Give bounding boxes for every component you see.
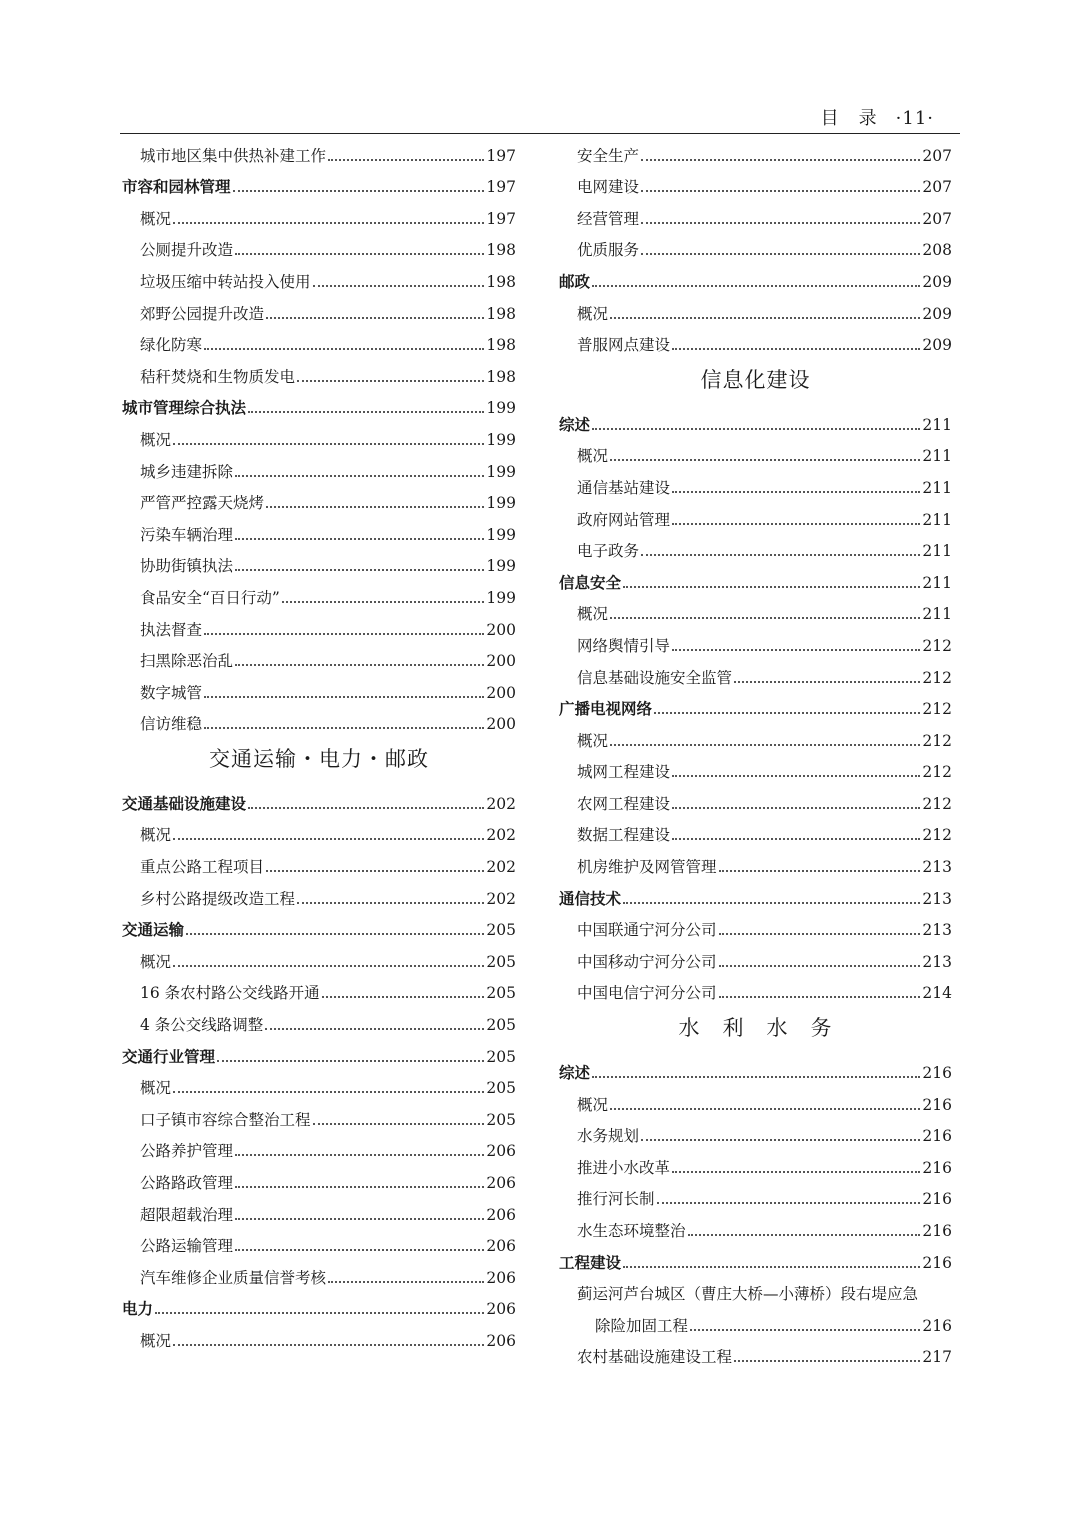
- toc-entry-page: 216: [922, 1316, 952, 1335]
- toc-entry[interactable]: [122, 450, 516, 482]
- dot-leader: [248, 411, 484, 413]
- toc-entry-category[interactable]: [122, 387, 516, 419]
- toc-entry-page: 216: [922, 1253, 952, 1272]
- toc-entry[interactable]: [559, 292, 952, 324]
- toc-entry-page: 199: [486, 399, 516, 418]
- dot-leader: [282, 601, 485, 603]
- toc-entry-title: 概况: [577, 731, 609, 750]
- dot-leader: [297, 902, 484, 904]
- dot-leader: [672, 348, 920, 350]
- dot-leader: [641, 159, 920, 161]
- dot-leader: [719, 965, 921, 967]
- toc-entry-page: 199: [486, 525, 516, 544]
- toc-entry-title: 农网工程建设: [577, 794, 671, 813]
- dot-leader: [266, 317, 484, 319]
- toc-entry-title: 秸秆焚烧和生物质发电: [140, 367, 296, 386]
- toc-entry[interactable]: [559, 1115, 952, 1147]
- toc-entry-page: 212: [922, 826, 952, 845]
- header-title: 目 录: [820, 108, 878, 129]
- toc-entry-page: 216: [922, 1190, 952, 1209]
- toc-entry-title: 中国电信宁河分公司: [577, 984, 717, 1003]
- dot-leader: [592, 428, 920, 430]
- toc-entry[interactable]: [559, 593, 952, 625]
- toc-entry[interactable]: [122, 671, 516, 703]
- toc-entry[interactable]: [559, 940, 952, 972]
- dot-leader: [672, 649, 920, 651]
- toc-entry-title: 概况: [140, 952, 172, 971]
- toc-entry-page: 200: [486, 652, 516, 671]
- toc-entry-page: 213: [922, 858, 952, 877]
- toc-entry[interactable]: [559, 324, 952, 356]
- toc-entry[interactable]: [559, 530, 952, 562]
- toc-entry-title: 数字城管: [140, 683, 203, 702]
- dot-leader: [641, 1139, 920, 1141]
- toc-entry-page: 205: [486, 1047, 516, 1066]
- dot-leader: [173, 443, 484, 445]
- toc-entry-title: 通信基站建设: [577, 478, 671, 497]
- toc-entry-title: 交通基础设施建设: [122, 793, 247, 813]
- toc-entry-category[interactable]: [559, 260, 952, 292]
- toc-entry-page: 207: [922, 146, 952, 165]
- toc-entry[interactable]: [122, 940, 516, 972]
- dot-leader: [235, 253, 484, 255]
- toc-entry-category[interactable]: [559, 688, 952, 720]
- toc-entry[interactable]: [559, 197, 952, 229]
- toc-entry[interactable]: [122, 355, 516, 387]
- toc-column-left: [122, 134, 516, 1351]
- toc-entry-title: 电子政务: [577, 542, 640, 561]
- toc-entry-page: 213: [922, 921, 952, 940]
- toc-entry-page: 211: [922, 415, 952, 434]
- dot-leader: [641, 253, 920, 255]
- dot-leader: [155, 1312, 484, 1314]
- toc-entry-page: 197: [486, 178, 516, 197]
- dot-leader: [328, 1281, 484, 1283]
- toc-entry[interactable]: [559, 624, 952, 656]
- toc-entry-page: 216: [922, 1095, 952, 1114]
- toc-entry-title: 网络舆情引导: [577, 636, 671, 655]
- toc-entry[interactable]: [559, 656, 952, 688]
- toc-entry-page: 216: [922, 1127, 952, 1146]
- toc-entry-title: 电力: [122, 1299, 154, 1319]
- toc-entry[interactable]: [122, 1003, 516, 1035]
- toc-entry-title: 信息基础设施安全监管: [577, 668, 733, 687]
- toc-entry-page: 205: [486, 921, 516, 940]
- toc-entry-page: 209: [922, 272, 952, 291]
- toc-entry-title: 市容和园林管理: [122, 177, 231, 197]
- dot-leader: [235, 1154, 484, 1156]
- toc-entry-title: 严管严控露天烧烤: [140, 494, 265, 513]
- toc-entry[interactable]: [559, 466, 952, 498]
- toc-entry-title: 优质服务: [577, 241, 640, 260]
- toc-entry-page: 205: [486, 1079, 516, 1098]
- dot-leader: [672, 807, 920, 809]
- toc-entry-page: 199: [486, 430, 516, 449]
- toc-entry-page: 213: [922, 952, 952, 971]
- toc-entry-title: 经营管理: [577, 209, 640, 228]
- toc-entry-title: 除险加固工程: [595, 1316, 689, 1335]
- toc-entry-title: 城市管理综合执法: [122, 398, 247, 418]
- toc-entry-category[interactable]: [122, 782, 516, 814]
- toc-entry-category[interactable]: [122, 909, 516, 941]
- toc-entry[interactable]: [122, 814, 516, 846]
- toc-entry-page: 197: [486, 146, 516, 165]
- toc-entry[interactable]: [559, 166, 952, 198]
- toc-entry[interactable]: [122, 134, 516, 166]
- toc-entry[interactable]: [559, 1178, 952, 1210]
- toc-entry-page: 205: [486, 984, 516, 1003]
- toc-entry-title: 概况: [577, 605, 609, 624]
- toc-entry-page: 206: [486, 1268, 516, 1287]
- dot-leader: [672, 775, 920, 777]
- toc-entry-page: 198: [486, 304, 516, 323]
- toc-entry[interactable]: [559, 782, 952, 814]
- toc-entry-title: 垃圾压缩中转站投入使用: [140, 272, 311, 291]
- toc-entry-title: 执法督查: [140, 620, 203, 639]
- toc-entry-category[interactable]: [559, 877, 952, 909]
- toc-entry-title: 推进小水改革: [577, 1158, 671, 1177]
- toc-entry-page: 206: [486, 1174, 516, 1192]
- toc-entry-category[interactable]: [559, 403, 952, 435]
- toc-entry-page: 199: [486, 494, 516, 513]
- toc-entry-page: 202: [486, 858, 516, 877]
- toc-entry[interactable]: [559, 1146, 952, 1178]
- dot-leader: [610, 744, 920, 746]
- dot-leader: [266, 870, 484, 872]
- dot-leader: [204, 633, 484, 635]
- toc-entry[interactable]: [559, 1304, 952, 1336]
- toc-entry-category[interactable]: [559, 561, 952, 593]
- dot-leader: [672, 1171, 920, 1173]
- toc-entry-title: 城乡违建拆除: [140, 462, 234, 481]
- dot-leader: [173, 838, 484, 840]
- toc-entry-title: 信息安全: [559, 572, 622, 592]
- toc-entry-title: 食品安全“百日行动”: [140, 588, 280, 607]
- toc-entry-page: 212: [922, 700, 952, 719]
- dot-leader: [610, 617, 920, 619]
- dot-leader: [235, 538, 484, 540]
- toc-entry-page: 202: [486, 889, 516, 908]
- toc-entry-title: 口子镇市容综合整治工程: [140, 1110, 311, 1129]
- dot-leader: [265, 1028, 484, 1030]
- toc-entry-page: 211: [922, 478, 952, 497]
- toc-entry-title: 概况: [140, 1331, 172, 1350]
- dot-leader: [592, 285, 920, 287]
- toc-entry-page: 199: [486, 588, 516, 607]
- toc-entry-page: 206: [486, 1205, 516, 1224]
- toc-entry-page: 205: [486, 952, 516, 971]
- toc-entry-title: 电网建设: [577, 178, 640, 197]
- toc-entry-page: 198: [486, 336, 516, 355]
- toc-entry-title: 概况: [577, 447, 609, 466]
- toc-entry-page: 212: [922, 794, 952, 813]
- toc-entry-page: 209: [922, 336, 952, 355]
- dot-leader: [186, 933, 484, 935]
- dot-leader: [235, 664, 484, 666]
- dot-leader: [719, 996, 921, 998]
- toc-entry-title: 工程建设: [559, 1252, 622, 1272]
- toc-entry[interactable]: [122, 972, 516, 1004]
- dot-leader: [328, 159, 484, 161]
- toc-entry-title: 公路运输管理: [140, 1237, 234, 1256]
- dot-leader: [719, 870, 921, 872]
- toc-entry[interactable]: [122, 1098, 516, 1130]
- toc-entry-title: 协助街镇执法: [140, 557, 234, 576]
- dot-leader: [672, 523, 920, 525]
- toc-entry-title: 扫黑除恶治乱: [140, 652, 234, 671]
- dot-leader: [623, 1266, 920, 1268]
- toc-entry-page: 202: [486, 826, 516, 845]
- dot-leader: [173, 1091, 484, 1093]
- toc-entry[interactable]: [559, 845, 952, 877]
- page-header: [821, 104, 934, 130]
- header-page-number: ·11·: [895, 108, 934, 129]
- dot-leader: [204, 348, 484, 350]
- toc-entry-title: 绿化防寒: [140, 336, 203, 355]
- toc-entry[interactable]: [122, 197, 516, 229]
- dot-leader: [173, 222, 484, 224]
- dot-leader: [173, 965, 484, 967]
- dot-leader: [610, 1108, 920, 1110]
- toc-entry[interactable]: [122, 640, 516, 672]
- toc-entry[interactable]: [559, 1273, 952, 1305]
- dot-leader: [313, 285, 485, 287]
- toc-entry-page: 198: [486, 367, 516, 386]
- toc-entry[interactable]: [122, 1319, 516, 1351]
- toc-entry-page: 205: [486, 1016, 516, 1035]
- toc-entry-page: 205: [486, 1110, 516, 1129]
- toc-entry-title: 16 条农村路公交线路开通: [140, 984, 320, 1003]
- dot-leader: [235, 569, 484, 571]
- dot-leader: [235, 1186, 484, 1188]
- toc-entry-page: 211: [922, 605, 952, 624]
- toc-entry-title: 水生态环境整治: [577, 1222, 686, 1240]
- dot-leader: [623, 586, 920, 588]
- toc-entry-page: 217: [922, 1348, 952, 1367]
- toc-entry[interactable]: [559, 1336, 952, 1368]
- toc-entry-page: 200: [486, 715, 516, 734]
- toc-entry-page: 200: [486, 683, 516, 702]
- toc-entry-title: 4 条公交线路调整: [140, 1016, 264, 1035]
- toc-entry-title: 概况: [140, 430, 172, 449]
- toc-entry[interactable]: [122, 1130, 516, 1162]
- toc-entry[interactable]: [122, 513, 516, 545]
- toc-entry-title: 广播电视网络: [559, 699, 653, 719]
- toc-entry-page: 207: [922, 209, 952, 228]
- toc-entry-title: 乡村公路提级改造工程: [140, 889, 296, 908]
- toc-entry-page: 214: [922, 984, 952, 1003]
- dot-leader: [322, 996, 485, 998]
- toc-entry-title: 中国联通宁河分公司: [577, 921, 717, 940]
- toc-entry[interactable]: [122, 1193, 516, 1225]
- dot-leader: [610, 317, 920, 319]
- toc-entry-title: 公路养护管理: [140, 1142, 234, 1161]
- dot-leader: [672, 838, 920, 840]
- toc-entry-title: 农村基础设施建设工程: [577, 1348, 733, 1367]
- toc-entry-title: 公路路政管理: [140, 1174, 234, 1192]
- toc-entry[interactable]: [559, 972, 952, 1004]
- dot-leader: [313, 1123, 485, 1125]
- toc-entry-title: 交通行业管理: [122, 1046, 216, 1066]
- toc-entry[interactable]: [122, 260, 516, 292]
- toc-entry-title: 重点公路工程项目: [140, 858, 265, 877]
- toc-entry-title: 概况: [140, 826, 172, 845]
- toc-entry[interactable]: [122, 1161, 516, 1193]
- dot-leader: [672, 491, 920, 493]
- toc-entry[interactable]: [122, 1256, 516, 1288]
- toc-entry-page: 211: [922, 447, 952, 466]
- toc-entry-title: 安全生产: [577, 146, 640, 165]
- toc-entry-category[interactable]: [122, 166, 516, 198]
- dot-leader: [592, 1076, 920, 1078]
- toc-entry-category[interactable]: [559, 1051, 952, 1083]
- toc-entry[interactable]: [559, 1209, 952, 1241]
- toc-entry-title: 普服网点建设: [577, 336, 671, 355]
- toc-entry[interactable]: [559, 719, 952, 751]
- toc-entry[interactable]: [122, 608, 516, 640]
- toc-entry-title: 公厕提升改造: [140, 241, 234, 260]
- toc-entry-page: 206: [486, 1331, 516, 1350]
- toc-entry-title: 污染车辆治理: [140, 525, 234, 544]
- dot-leader: [654, 712, 920, 714]
- section-heading: 水 利 水 务: [678, 1016, 833, 1041]
- toc-entry-title: 概况: [140, 1079, 172, 1098]
- toc-entry-page: 216: [922, 1064, 952, 1083]
- toc-entry[interactable]: [559, 814, 952, 846]
- toc-entry[interactable]: [122, 482, 516, 514]
- toc-entry[interactable]: [122, 877, 516, 909]
- toc-entry-title: 概况: [577, 304, 609, 323]
- dot-leader: [623, 902, 920, 904]
- toc-entry-title: 中国移动宁河分公司: [577, 952, 717, 971]
- toc-entry-page: 206: [486, 1142, 516, 1161]
- toc-entry-page: 212: [922, 731, 952, 750]
- toc-entry-page: 212: [922, 636, 952, 655]
- toc-entry-title: 信访维稳: [140, 715, 203, 734]
- dot-leader: [641, 190, 920, 192]
- toc-entry[interactable]: [559, 134, 952, 166]
- toc-entry[interactable]: [122, 418, 516, 450]
- dot-leader: [173, 1344, 484, 1346]
- toc-entry-page: 208: [922, 241, 952, 260]
- toc-entry-title: 汽车维修企业质量信誉考核: [140, 1268, 327, 1287]
- dot-leader: [641, 554, 920, 556]
- dot-leader: [235, 1249, 484, 1251]
- toc-entry[interactable]: [122, 292, 516, 324]
- toc-entry-page: 216: [922, 1158, 952, 1177]
- dot-leader: [217, 1060, 484, 1062]
- dot-leader: [610, 459, 920, 461]
- dot-leader: [235, 475, 484, 477]
- toc-entry[interactable]: [122, 1225, 516, 1257]
- toc-entry-title: 邮政: [559, 271, 591, 291]
- toc-entry[interactable]: [122, 576, 516, 608]
- toc-entry-page: 199: [486, 557, 516, 576]
- toc-entry-page: 199: [486, 462, 516, 481]
- toc-entry-title: 推行河长制: [577, 1190, 655, 1209]
- dot-leader: [690, 1329, 920, 1331]
- toc-entry-category[interactable]: [122, 1035, 516, 1067]
- toc-entry[interactable]: [559, 1083, 952, 1115]
- section-heading: 信息化建设: [700, 368, 811, 393]
- dot-leader: [641, 222, 920, 224]
- toc-entry-page: 211: [922, 542, 952, 561]
- toc-entry-page: 211: [922, 510, 952, 529]
- toc-entry-category[interactable]: [559, 1241, 952, 1273]
- toc-entry-page: 207: [922, 178, 952, 197]
- toc-entry-page: 213: [922, 889, 952, 908]
- toc-entry-page: 198: [486, 241, 516, 260]
- toc-entry[interactable]: [122, 545, 516, 577]
- dot-leader: [266, 506, 484, 508]
- toc-column-right: [559, 134, 952, 1367]
- toc-entry-title: 城市地区集中供热补建工作: [140, 146, 327, 165]
- dot-leader: [719, 933, 921, 935]
- dot-leader: [688, 1234, 921, 1236]
- toc-entry-title: 概况: [140, 209, 172, 228]
- toc-entry[interactable]: [122, 845, 516, 877]
- toc-entry[interactable]: [559, 498, 952, 530]
- toc-entry[interactable]: [559, 435, 952, 467]
- toc-entry-page: 198: [486, 272, 516, 291]
- dot-leader: [734, 1360, 920, 1362]
- toc-entry-page: 209: [922, 304, 952, 323]
- dot-leader: [734, 681, 920, 683]
- toc-entry-title: 蓟运河芦台城区（曹庄大桥—小薄桥）段右堤应急: [577, 1285, 919, 1304]
- toc-entry-title: 城网工程建设: [577, 763, 671, 782]
- toc-entry-page: 202: [486, 794, 516, 813]
- toc-entry-page: 206: [486, 1300, 516, 1319]
- toc-entry-title: 交通运输: [122, 920, 185, 940]
- toc-entry[interactable]: [122, 703, 516, 735]
- toc-entry-title: 综述: [559, 414, 591, 434]
- toc-entry-page: 206: [486, 1237, 516, 1256]
- toc-entry-title: 机房维护及网管管理: [577, 858, 717, 877]
- toc-entry-page: 212: [922, 763, 952, 782]
- toc-entry-title: 数据工程建设: [577, 826, 671, 845]
- dot-leader: [248, 807, 484, 809]
- dot-leader: [204, 696, 484, 698]
- toc-entry[interactable]: [559, 909, 952, 941]
- dot-leader: [297, 380, 484, 382]
- section-heading: 交通运输・电力・邮政: [209, 747, 429, 772]
- dot-leader: [204, 727, 484, 729]
- dot-leader: [657, 1202, 921, 1204]
- toc-entry-title: 通信技术: [559, 888, 622, 908]
- toc-entry-title: 综述: [559, 1063, 591, 1083]
- toc-entry[interactable]: [122, 1067, 516, 1099]
- toc-entry-title: 郊野公园提升改造: [140, 304, 265, 323]
- toc-entry[interactable]: [559, 229, 952, 261]
- toc-entry-title: 超限超载治理: [140, 1205, 234, 1224]
- toc-entry-title: 概况: [577, 1095, 609, 1114]
- toc-entry-category[interactable]: [122, 1288, 516, 1320]
- toc-entry-title: 政府网站管理: [577, 510, 671, 529]
- toc-entry-page: 212: [922, 668, 952, 687]
- toc-entry-page: 197: [486, 209, 516, 228]
- dot-leader: [235, 1218, 484, 1220]
- toc-entry[interactable]: [122, 229, 516, 261]
- toc-entry-title: 水务规划: [577, 1127, 640, 1146]
- toc-entry[interactable]: [122, 324, 516, 356]
- toc-entry-page: 200: [486, 620, 516, 639]
- toc-entry-page: 216: [922, 1222, 952, 1240]
- dot-leader: [233, 190, 485, 192]
- toc-entry[interactable]: [559, 751, 952, 783]
- toc-entry-page: 211: [922, 573, 952, 592]
